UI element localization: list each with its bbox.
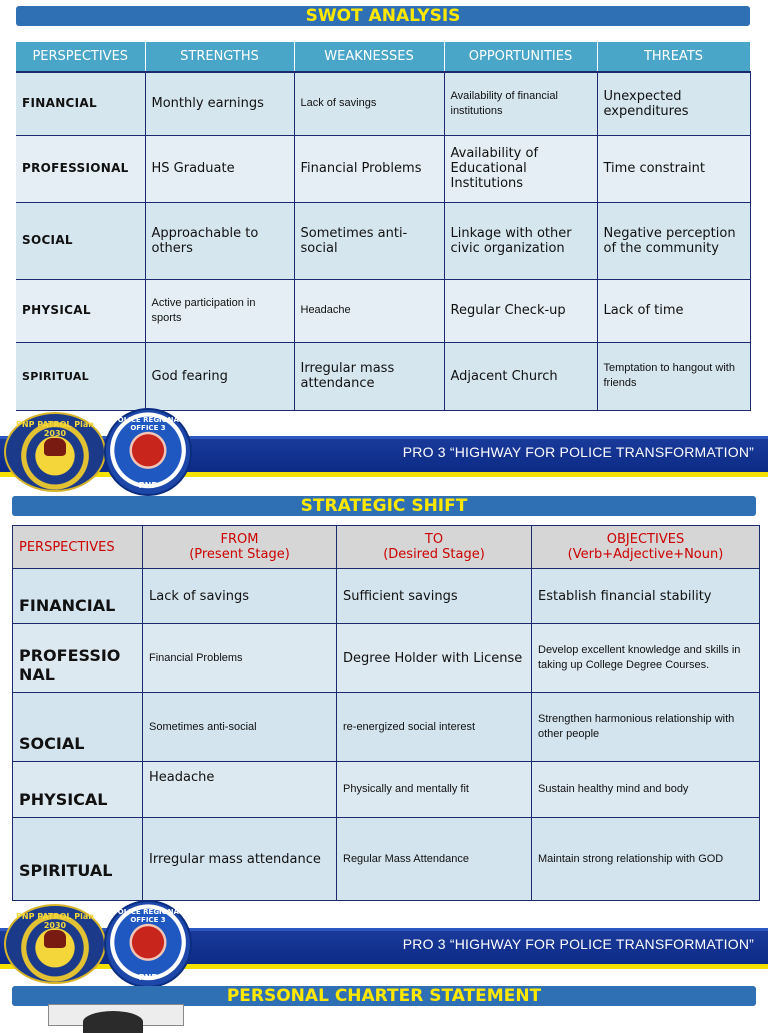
swot-row-social bbox=[16, 202, 750, 279]
shift-header-to: TO (Desired Stage) bbox=[337, 526, 532, 569]
swot-weakness: Sometimes anti-social bbox=[294, 202, 444, 279]
swot-strength: Monthly earnings bbox=[145, 72, 294, 135]
swot-perspective: FINANCIAL bbox=[16, 72, 145, 135]
swot-opportunity: Availability of financial institutions bbox=[444, 72, 597, 135]
shift-perspective: FINANCIAL bbox=[13, 569, 143, 624]
swot-header-threats: THREATS bbox=[597, 42, 750, 72]
shift-row-financial bbox=[13, 569, 760, 624]
shift-to: Degree Holder with License bbox=[337, 624, 532, 693]
shift-objective: Sustain healthy mind and body bbox=[532, 762, 760, 818]
shift-from: Irregular mass attendance bbox=[143, 818, 337, 901]
swot-header-row bbox=[16, 42, 750, 72]
shift-to: Sufficient savings bbox=[337, 569, 532, 624]
shift-from: Sometimes anti-social bbox=[143, 693, 337, 762]
shift-perspective: SPIRITUAL bbox=[13, 818, 143, 901]
swot-title: SWOT ANALYSIS bbox=[16, 6, 750, 26]
shift-title: STRATEGIC SHIFT bbox=[12, 496, 756, 516]
swot-threat: Negative perception of the community bbox=[597, 202, 750, 279]
swot-row-spiritual bbox=[16, 342, 750, 410]
strategic-shift-table bbox=[12, 525, 760, 901]
swot-opportunity: Adjacent Church bbox=[444, 342, 597, 410]
swot-perspective: SPIRITUAL bbox=[16, 342, 145, 410]
shift-to: Regular Mass Attendance bbox=[337, 818, 532, 901]
shift-perspective: PHYSICAL bbox=[13, 762, 143, 818]
swot-weakness: Financial Problems bbox=[294, 135, 444, 202]
shift-row-professional bbox=[13, 624, 760, 693]
shift-to: re-energized social interest bbox=[337, 693, 532, 762]
swot-strength: HS Graduate bbox=[145, 135, 294, 202]
pro3-strip-2 bbox=[0, 900, 768, 982]
shift-to: Physically and mentally fit bbox=[337, 762, 532, 818]
swot-perspective: PHYSICAL bbox=[16, 279, 145, 342]
shift-objective: Maintain strong relationship with GOD bbox=[532, 818, 760, 901]
swot-row-physical bbox=[16, 279, 750, 342]
swot-opportunity: Availability of Educational Institutions bbox=[444, 135, 597, 202]
swot-row-professional bbox=[16, 135, 750, 202]
charter-title: PERSONAL CHARTER STATEMENT bbox=[12, 986, 756, 1006]
swot-row-financial bbox=[16, 72, 750, 135]
swot-header-weaknesses: WEAKNESSES bbox=[294, 42, 444, 72]
shift-from: Headache bbox=[143, 762, 337, 818]
swot-weakness: Lack of savings bbox=[294, 72, 444, 135]
shift-header-perspectives: PERSPECTIVES bbox=[13, 526, 143, 569]
swot-table bbox=[16, 42, 751, 411]
shift-perspective: SOCIAL bbox=[13, 693, 143, 762]
shift-header-objectives: OBJECTIVES (Verb+Adjective+Noun) bbox=[532, 526, 760, 569]
shift-perspective: PROFESSIO NAL bbox=[13, 624, 143, 693]
swot-header-opportunities: OPPORTUNITIES bbox=[444, 42, 597, 72]
shift-objective: Establish financial stability bbox=[532, 569, 760, 624]
shift-row-spiritual bbox=[13, 818, 760, 901]
pnp-patrol-seal-icon: PNP PATROL Plan 2030 bbox=[4, 904, 106, 984]
swot-perspective: SOCIAL bbox=[16, 202, 145, 279]
swot-threat: Lack of time bbox=[597, 279, 750, 342]
shift-objective: Develop excellent knowledge and skills in taking up College Degree Courses. bbox=[532, 624, 760, 693]
swot-opportunity: Regular Check-up bbox=[444, 279, 597, 342]
shift-header-row bbox=[13, 526, 760, 569]
swot-perspective: PROFESSIONAL bbox=[16, 135, 145, 202]
swot-weakness: Headache bbox=[294, 279, 444, 342]
swot-header-strengths: STRENGTHS bbox=[145, 42, 294, 72]
shift-header-from: FROM (Present Stage) bbox=[143, 526, 337, 569]
swot-threat: Time constraint bbox=[597, 135, 750, 202]
pro3-strip-1 bbox=[0, 408, 768, 490]
shift-from: Financial Problems bbox=[143, 624, 337, 693]
shift-row-social bbox=[13, 693, 760, 762]
pnp-patrol-seal-icon: PNP PATROL Plan 2030 bbox=[4, 412, 106, 492]
swot-threat: Unexpected expenditures bbox=[597, 72, 750, 135]
shift-from: Lack of savings bbox=[143, 569, 337, 624]
swot-header-perspectives: PERSPECTIVES bbox=[16, 42, 145, 72]
swot-threat: Temptation to hangout with friends bbox=[597, 342, 750, 410]
strip-motto: PRO 3 “HIGHWAY FOR POLICE TRANSFORMATION” bbox=[402, 444, 754, 460]
swot-opportunity: Linkage with other civic organization bbox=[444, 202, 597, 279]
shift-row-physical bbox=[13, 762, 760, 818]
police-regional-office-seal-icon: POLICE REGIONAL OFFICE 3 PNP bbox=[104, 900, 192, 988]
shift-objective: Strengthen harmonious relationship with other people bbox=[532, 693, 760, 762]
police-regional-office-seal-icon: POLICE REGIONAL OFFICE 3 PNP bbox=[104, 408, 192, 496]
swot-weakness: Irregular mass attendance bbox=[294, 342, 444, 410]
profile-photo bbox=[48, 1004, 184, 1026]
swot-strength: God fearing bbox=[145, 342, 294, 410]
strip-motto: PRO 3 “HIGHWAY FOR POLICE TRANSFORMATION” bbox=[402, 936, 754, 952]
swot-strength: Approachable to others bbox=[145, 202, 294, 279]
swot-strength: Active participation in sports bbox=[145, 279, 294, 342]
